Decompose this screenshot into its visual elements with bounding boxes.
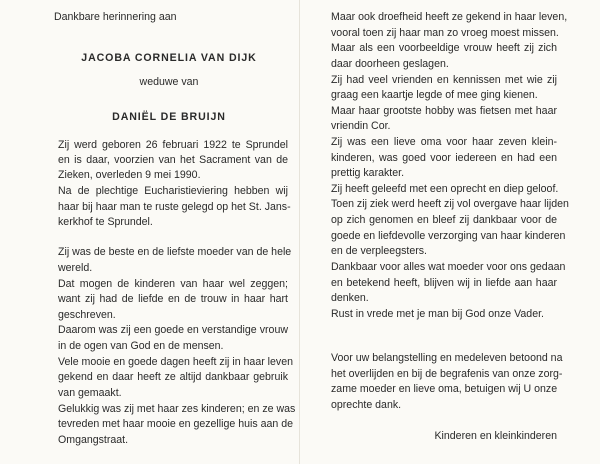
text-line: Rust in vrede met je man bij God onze Vader. bbox=[331, 308, 544, 320]
text-line: Zij had veel vrienden en kennissen met wie zij bbox=[331, 74, 557, 86]
text-line: want zij had de liefde en de trouw in haar hart bbox=[58, 293, 288, 305]
text-line: denken. bbox=[331, 292, 369, 304]
text-line: Toen zij ziek werd heeft zij vol overgave haar lijden bbox=[331, 198, 569, 210]
text-line: en de verpleegsters. bbox=[331, 245, 427, 257]
text-line: oprechte dank. bbox=[331, 399, 402, 411]
text-line: Zieken, overleden 9 mei 1990. bbox=[58, 169, 201, 181]
text-line: gekend en daar heeft ze altijd dankbaar gebruik bbox=[58, 371, 288, 383]
deceased-name: JACOBA CORNELIA VAN DIJK bbox=[81, 52, 257, 64]
text-line: Zij was de beste en de liefste moeder van de hele bbox=[58, 246, 292, 258]
text-line: vooral toen zij haar man zo vroeg moest missen. bbox=[331, 27, 559, 39]
text-line: kinderen, was goed voor iedereen en had een bbox=[331, 152, 557, 164]
text-line: in de ogen van God en de mensen. bbox=[58, 340, 224, 352]
text-line: prettig karakter. bbox=[331, 167, 405, 179]
text-line: Dat mogen de kinderen van haar wel zeggen; bbox=[58, 278, 288, 290]
text-line: daar doorheen geslagen. bbox=[331, 58, 449, 70]
text-line: haar bij haar man te ruste gelegd op het St. Jans- bbox=[58, 201, 291, 213]
text-line: en betekend heeft, blijven wij in liefde aan haar bbox=[331, 277, 557, 289]
text-line: Maar haar grootste hobby was fietsen met haar bbox=[331, 105, 557, 117]
text-line: zame moeder en lieve oma, betuigen wij U onze bbox=[331, 383, 558, 395]
spouse-name: DANIËL DE BRUIJN bbox=[112, 111, 226, 123]
text-line: Voor uw belangstelling en medeleven betoond na bbox=[331, 352, 563, 364]
text-line: Vele mooie en goede dagen heeft zij in haar leven bbox=[58, 356, 294, 368]
text-line: tevreden met haar mooie en gezellige huis aan de bbox=[58, 418, 293, 430]
text-line: Zij was een lieve oma voor haar zeven klein- bbox=[331, 136, 557, 148]
text-line: en is daar, voorzien van het Sacrament van de bbox=[58, 154, 288, 166]
text-line: wereld. bbox=[58, 262, 93, 274]
text-line: vriendin Cor. bbox=[331, 120, 391, 132]
text-line: Gelukkig was zij met haar zes kinderen; en ze was bbox=[58, 403, 296, 415]
text-line: Na de plechtige Eucharistieviering hebben wij bbox=[58, 185, 288, 197]
text-line: Zij heeft geleefd met een oprecht en diep geloof. bbox=[331, 183, 559, 195]
family-signature: Kinderen en kleinkinderen bbox=[434, 430, 557, 442]
text-line: kerkhof te Sprundel. bbox=[58, 216, 153, 228]
text-line: op zich genomen en bleef zij dankbaar voor de bbox=[331, 214, 557, 226]
text-line: Maar als een voorbeeldige vrouw heeft zij zich bbox=[331, 42, 557, 54]
widow-of-line: weduwe van bbox=[139, 76, 199, 88]
text-line: geschreven. bbox=[58, 309, 116, 321]
text-line: Daarom was zij een goede en verstandige vrouw bbox=[58, 324, 288, 336]
text-line: Omgangstraat. bbox=[58, 434, 129, 446]
text-line: Zij werd geboren 26 februari 1922 te Sprundel bbox=[58, 139, 288, 151]
text-line: Dankbaar voor alles wat moeder voor ons gedaan bbox=[331, 261, 566, 273]
text-line: graag een kaartje legde of mee ging kienen. bbox=[331, 89, 538, 101]
text-line: het overlijden en bij de begrafenis van onze zorg- bbox=[331, 368, 563, 380]
text-line: goede en liefdevolle verzorging van haar kinderen bbox=[331, 230, 566, 242]
text-line: van gemaakt. bbox=[58, 387, 122, 399]
text-line: Maar ook droefheid heeft ze gekend in haar leven, bbox=[331, 11, 568, 23]
card-fold-line bbox=[299, 0, 300, 464]
intro-line: Dankbare herinnering aan bbox=[54, 11, 177, 23]
